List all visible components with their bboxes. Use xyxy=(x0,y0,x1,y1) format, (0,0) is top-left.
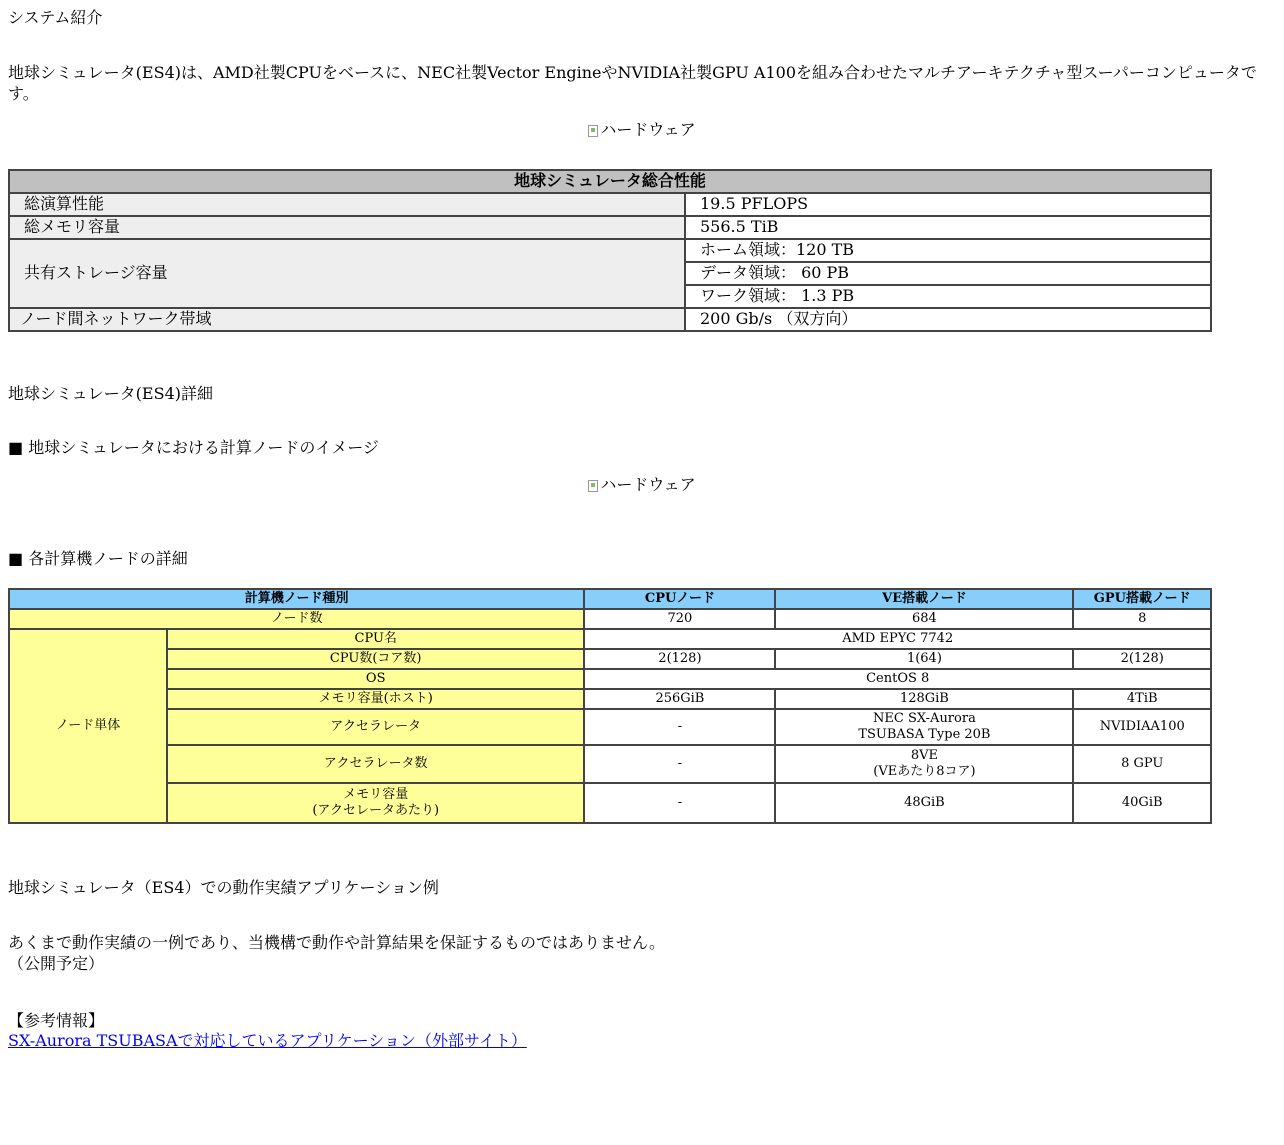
perf-label-network: ノード間ネットワーク帯域 xyxy=(9,308,685,331)
perf-value-storage-work: ワーク領域： 1.3 PB xyxy=(685,285,1211,308)
table-row xyxy=(9,216,1211,239)
perf-value-storage-home: ホーム領域：120 TB xyxy=(685,239,1211,262)
perf-value-memory: 556.5 TiB xyxy=(685,216,1211,239)
row-group-node-single: ノード単体 xyxy=(9,629,167,823)
perf-value-compute: 19.5 PFLOPS xyxy=(685,193,1211,216)
table-row xyxy=(9,193,1211,216)
hardware-image-1 xyxy=(8,120,1276,142)
cell-value: 2(128) xyxy=(1073,649,1211,669)
reference-heading: 【参考情報】 xyxy=(8,1010,105,1030)
col-header-gpu-node: GPU搭載ノード xyxy=(1073,589,1211,609)
row-label-accelerator-count: アクセラレータ数 xyxy=(167,745,584,783)
cell-value: NVIDIAA100 xyxy=(1073,709,1211,745)
cell-value: 8 GPU xyxy=(1073,745,1211,783)
disclaimer-text: あくまで動作実績の一例であり、当機構で動作や計算結果を保証するものではありません。 xyxy=(8,932,665,952)
cell-value: 684 xyxy=(775,609,1073,629)
row-label-cpu-name: CPU名 xyxy=(167,629,584,649)
perf-value-network: 200 Gb/s （双方向） xyxy=(685,308,1211,331)
table-row xyxy=(9,669,1211,689)
table-row xyxy=(9,689,1211,709)
cell-value: AMD EPYC 7742 xyxy=(584,629,1211,649)
node-detail-heading: ■ 各計算機ノードの詳細 xyxy=(8,549,188,569)
cell-line: (VEあたり8コア) xyxy=(873,764,976,780)
cell-value: - xyxy=(584,745,775,783)
cell-value: 8 xyxy=(1073,609,1211,629)
table-row xyxy=(9,239,1211,262)
table-row xyxy=(9,745,1211,783)
row-label-node-count: ノード数 xyxy=(9,609,584,629)
cell-value: 2(128) xyxy=(584,649,775,669)
row-label-cpu-count: CPU数(コア数) xyxy=(167,649,584,669)
system-intro-text: 地球シミュレータ(ES4)は、AMD社製CPUをベースに、NEC社製Vector EngineやNVIDIA社製GPU A100を組み合わせたマルチアーキテクチャ型スーパーコンピュータです。 xyxy=(8,62,1257,103)
col-header-ve-node: VE搭載ノード xyxy=(775,589,1073,609)
cell-value: 48GiB xyxy=(775,783,1073,823)
perf-label-compute: 総演算性能 xyxy=(9,193,685,216)
perf-label-memory: 総メモリ容量 xyxy=(9,216,685,239)
cell-line: 8VE xyxy=(910,748,938,764)
node-image-heading: ■ 地球シミュレータにおける計算ノードのイメージ xyxy=(8,438,379,458)
cell-line: メモリ容量 xyxy=(343,787,409,803)
perf-value-storage-data: データ領域： 60 PB xyxy=(685,262,1211,285)
hardware-image-2 xyxy=(8,475,1276,497)
table-row xyxy=(9,609,1211,629)
row-label-os: OS xyxy=(167,669,584,689)
cell-value: - xyxy=(584,783,775,823)
system-intro-title: システム紹介 xyxy=(8,8,103,27)
cell-value: - xyxy=(584,709,775,745)
row-label-accelerator: アクセラレータ xyxy=(167,709,584,745)
table-row xyxy=(9,629,1211,649)
to-be-published-text: （公開予定） xyxy=(8,953,105,973)
broken-image-icon xyxy=(588,480,598,492)
cell-value: 128GiB xyxy=(775,689,1073,709)
hardware-image-alt: ハードウェア xyxy=(600,475,696,495)
table-row xyxy=(9,649,1211,669)
perf-label-storage: 共有ストレージ容量 xyxy=(9,239,685,308)
node-detail-table xyxy=(8,588,1212,824)
cell-value: 4TiB xyxy=(1073,689,1211,709)
cell-value xyxy=(775,709,1073,745)
col-header-cpu-node: CPUノード xyxy=(584,589,775,609)
cell-value: 720 xyxy=(584,609,775,629)
broken-image-icon xyxy=(588,125,598,137)
cell-line: NEC SX-Aurora xyxy=(873,711,976,727)
cell-value: CentOS 8 xyxy=(584,669,1211,689)
row-label-memory-accel xyxy=(167,783,584,823)
col-header-node-type: 計算機ノード種別 xyxy=(9,589,584,609)
cell-value: 1(64) xyxy=(775,649,1073,669)
es4-detail-title: 地球シミュレータ(ES4)詳細 xyxy=(8,383,213,403)
table-row xyxy=(9,308,1211,331)
cell-line: TSUBASA Type 20B xyxy=(858,727,991,743)
cell-line: (アクセレータあたり) xyxy=(312,803,440,819)
cell-value: 256GiB xyxy=(584,689,775,709)
cell-value xyxy=(775,745,1073,783)
row-label-memory-host: メモリ容量(ホスト) xyxy=(167,689,584,709)
overall-performance-table xyxy=(8,169,1212,332)
hardware-image-alt: ハードウェア xyxy=(600,120,696,140)
cell-value: 40GiB xyxy=(1073,783,1211,823)
app-examples-title: 地球シミュレータ（ES4）での動作実績アプリケーション例 xyxy=(8,878,439,898)
table-row xyxy=(9,709,1211,745)
perf-table-header: 地球シミュレータ総合性能 xyxy=(9,170,1211,193)
table-row xyxy=(9,783,1211,823)
table-header-row xyxy=(9,589,1211,609)
sx-aurora-apps-link[interactable]: SX-Aurora TSUBASAで対応しているアプリケーション（外部サイト） xyxy=(8,1031,527,1051)
